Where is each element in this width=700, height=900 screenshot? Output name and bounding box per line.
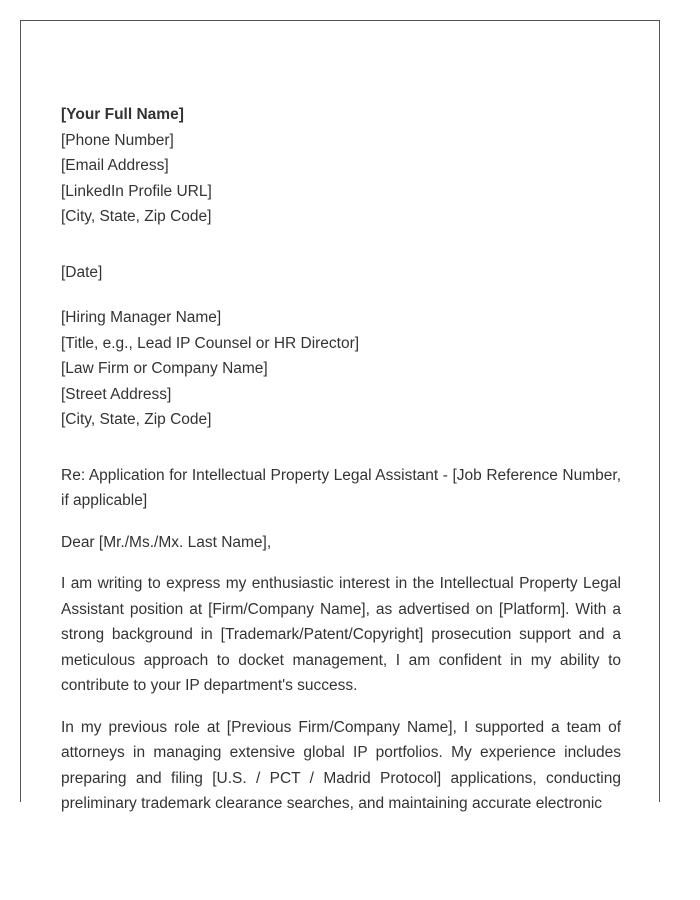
recipient-company: [Law Firm or Company Name] [61,360,268,377]
sender-linkedin: [LinkedIn Profile URL] [61,182,212,200]
sender-name: [Your Full Name] [61,106,184,123]
subject-line: Re: Application for Intellectual Property Legal Assistant - [Job Reference Number, if applicable] [61,466,621,509]
recipient-name: [Hiring Manager Name] [61,309,222,326]
body-paragraph-1: I am writing to express my enthusiastic interest in the Intellectual Property Legal Assistant position at [Firm/Company Name], as advertised on [Platform]. With a strong background in [Trademark/Patent/Copyright] prosecution support and a meticulous approach to docket management, I am confident in my ability to contribute to your IP department's success. [61,575,621,694]
body-paragraph-2: In my previous role at [Previous Firm/Company Name], I supported a team of attorneys in managing extensive global IP portfolios. My experience includes preparing and filing [U.S. / PCT / Madrid Protocol] applications, conducting preliminary trademark clearance searches, and maintaining accurate electronic [61,718,621,812]
letter-body [61,102,621,817]
recipient-title: [Title, e.g., Lead IP Counsel or HR Director] [61,334,360,352]
recipient-city: [City, State, Zip Code] [61,411,212,428]
recipient-block [61,305,621,433]
sender-email: [Email Address] [61,157,169,174]
date-block [61,260,621,286]
sender-block [61,102,621,230]
sender-phone: [Phone Number] [61,131,174,149]
document-page [20,20,660,812]
letter-date: [Date] [61,263,103,281]
recipient-street: [Street Address] [61,385,172,403]
sender-city: [City, State, Zip Code] [61,208,212,225]
salutation: Dear [Mr./Ms./Mx. Last Name], [61,533,272,551]
